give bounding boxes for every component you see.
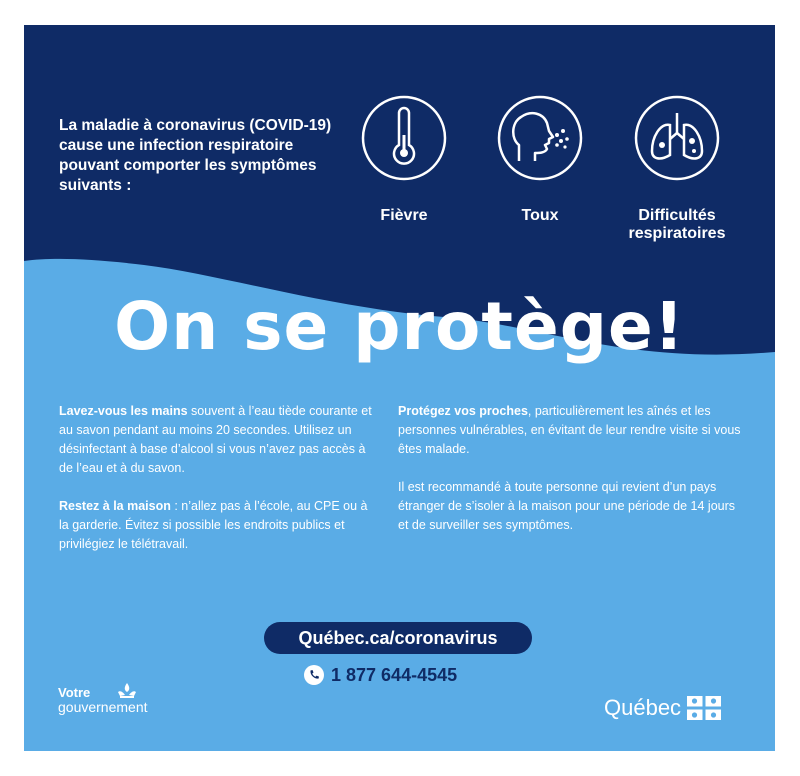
paragraph bbox=[59, 497, 374, 554]
paragraph-body: souvent à l’eau tiède courante et au savon pendant au moins 20 secondes. Utilisez un désinfectant à base d’alcool si vous n’avez pas accès à de l’eau et à du savon. bbox=[59, 404, 372, 475]
lungs-icon bbox=[634, 95, 720, 181]
paragraph-body: Il est recommandé à toute personne qui revient d’un pays étranger de s’isoler à la maison pour une période de 14 jours et de surveiller ses symptômes. bbox=[398, 480, 736, 532]
quebec-flag-icon bbox=[687, 696, 721, 720]
paragraph-body: , particulièrement les aînés et les personnes vulnérables, en évitant de leur rendre visite si vous êtes malade. bbox=[398, 404, 741, 456]
symptom-breathing bbox=[602, 95, 752, 243]
symptom-label: Fièvre bbox=[380, 207, 428, 224]
paragraph bbox=[398, 478, 748, 535]
paragraph-lead: Lavez-vous les mains bbox=[59, 404, 188, 418]
quebec-wordmark: Québec bbox=[604, 695, 682, 720]
phone-icon bbox=[304, 665, 324, 685]
headline: On se protège! bbox=[114, 288, 685, 365]
symptom-fever bbox=[329, 95, 479, 225]
quebec-logo bbox=[604, 695, 721, 721]
paragraph bbox=[398, 402, 748, 459]
poster bbox=[24, 25, 775, 751]
right-column bbox=[398, 402, 748, 554]
intro-text: La maladie à coronavirus (COVID-19) cause une infection respiratoire pouvant comporter les symptômes suivants : bbox=[59, 117, 332, 194]
paragraph-lead: Restez à la maison bbox=[59, 499, 171, 513]
website-link[interactable]: Québec.ca/coronavirus bbox=[264, 622, 532, 654]
symptom-label: Toux bbox=[521, 207, 559, 224]
symptom-cough bbox=[465, 95, 615, 225]
paragraph-body: : n’allez pas à l’école, au CPE ou à la garderie. Évitez si possible les endroits publics et privilégiez le télétravail. bbox=[59, 499, 368, 551]
paragraph-lead: Protégez vos proches bbox=[398, 404, 528, 418]
gov-logo-line1: Votre bbox=[58, 685, 91, 700]
gov-logo-line2: gouvernement bbox=[58, 699, 148, 715]
thermometer-icon bbox=[361, 95, 447, 181]
left-column bbox=[59, 402, 374, 573]
phone-number[interactable] bbox=[304, 663, 457, 687]
paragraph bbox=[59, 402, 374, 478]
gov-logo bbox=[58, 686, 148, 714]
fleur-de-lis-icon bbox=[116, 682, 138, 700]
symptom-label: Difficultés respiratoires bbox=[628, 207, 726, 242]
phone-text: 1 877 644-4545 bbox=[331, 665, 458, 685]
cough-icon bbox=[497, 95, 583, 181]
